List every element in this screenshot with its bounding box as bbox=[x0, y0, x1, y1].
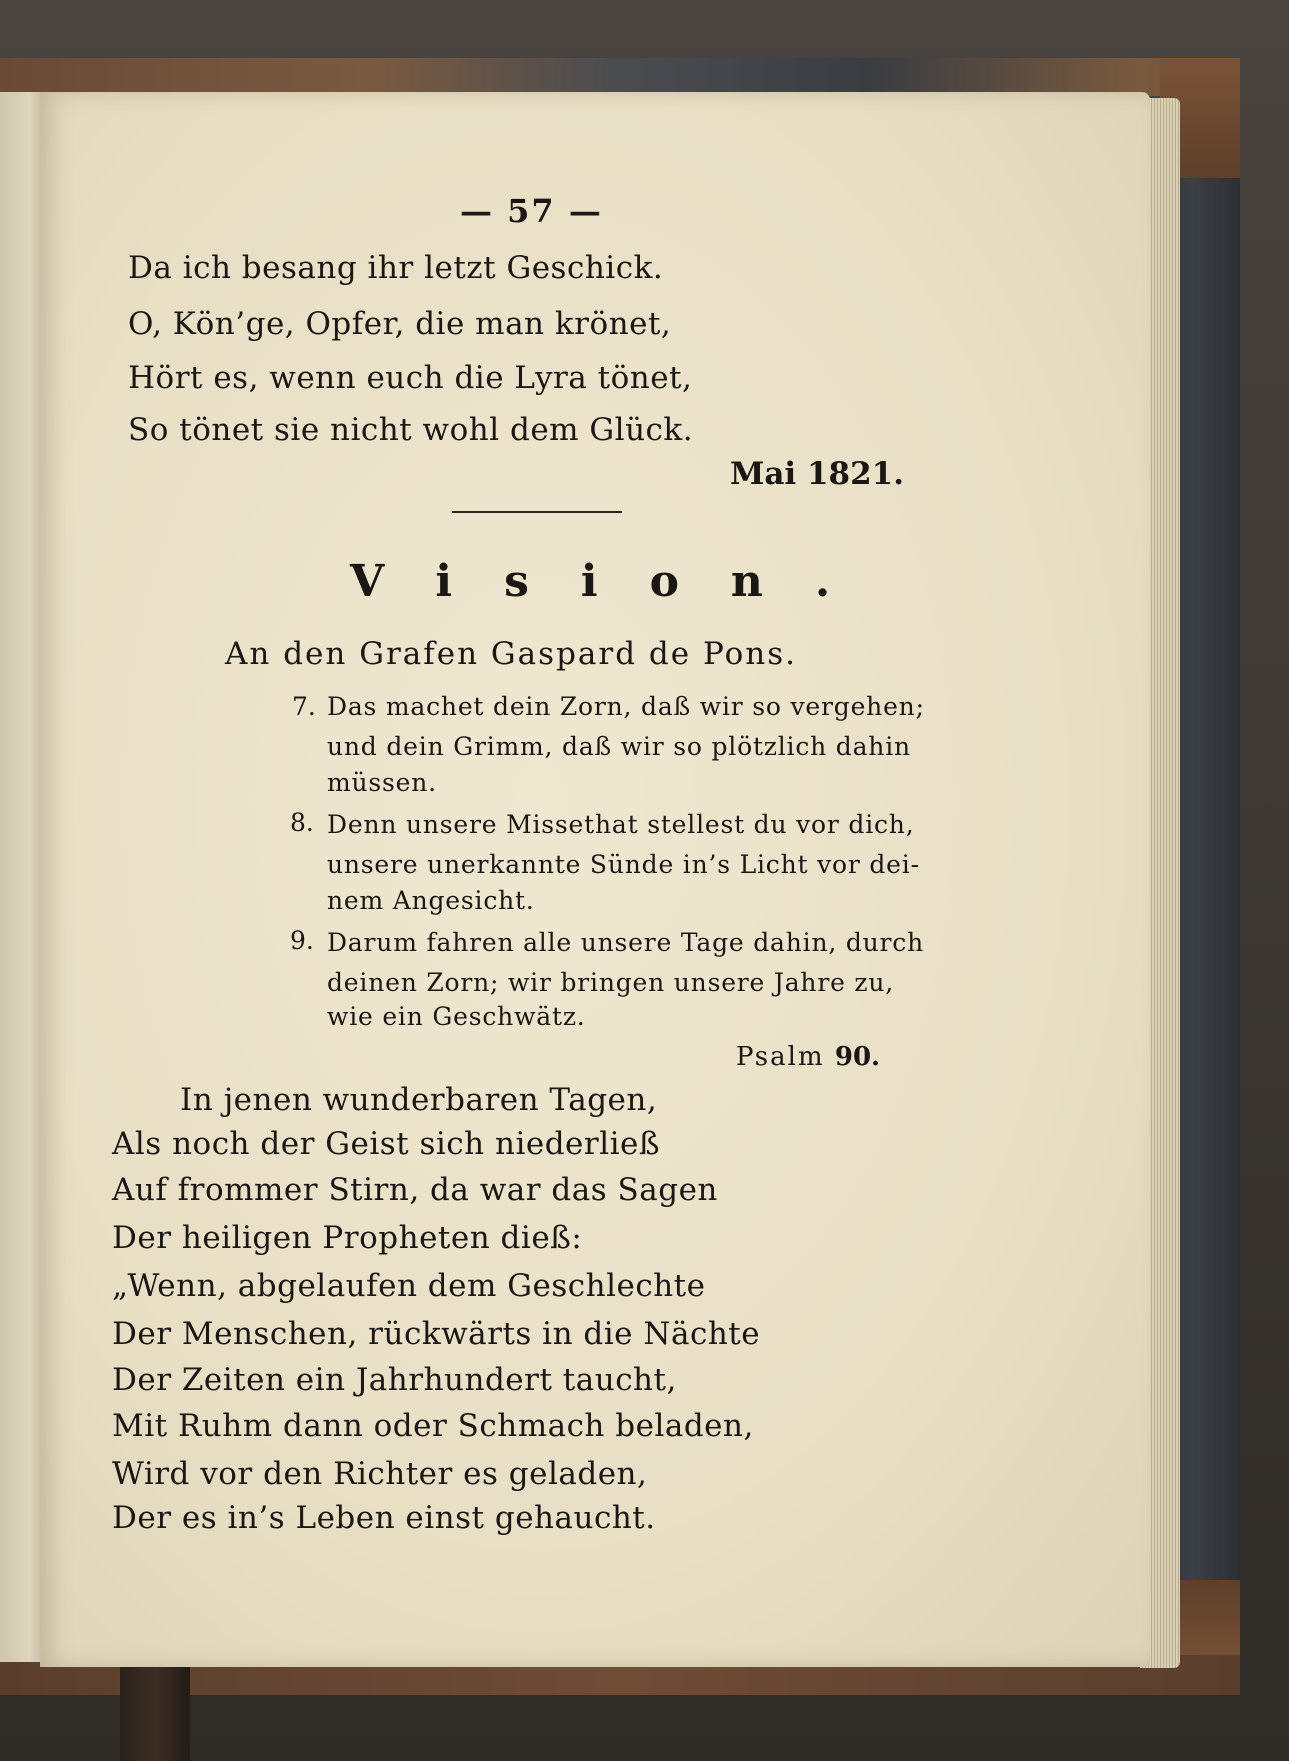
verse-line: Der Zeiten ein Jahrhundert taucht, bbox=[112, 1362, 677, 1398]
verse-line: Der Menschen, rückwärts in die Nächte bbox=[112, 1316, 761, 1352]
motto-line: Darum fahren alle unsere Tage dahin, durch bbox=[327, 928, 925, 957]
book-cover-top-edge bbox=[0, 58, 1240, 96]
verse-line: O, Kön’ge, Opfer, die man krönet, bbox=[128, 306, 672, 342]
verse-line: „Wenn, abgelaufen dem Geschlechte bbox=[112, 1268, 706, 1304]
verse-number: 7. bbox=[292, 692, 316, 721]
verse-number: 9. bbox=[290, 926, 314, 955]
motto-line: wie ein Geschwätz. bbox=[327, 1002, 586, 1031]
motto-line: müssen. bbox=[327, 768, 437, 797]
motto-line: deinen Zorn; wir bringen unsere Jahre zu, bbox=[327, 968, 895, 997]
motto-line: unsere unerkannte Sünde in’s Licht vor dei- bbox=[327, 850, 920, 879]
poem-title: Vision. bbox=[350, 556, 883, 607]
motto-line: Denn unsere Missethat stellest du vor dich, bbox=[327, 810, 915, 839]
poem-date: Mai 1821. bbox=[730, 456, 905, 492]
section-divider bbox=[452, 511, 622, 513]
verse-line: Wird vor den Richter es geladen, bbox=[112, 1456, 648, 1492]
verse-line: Hört es, wenn euch die Lyra tönet, bbox=[128, 360, 693, 396]
verse-line: In jenen wunderbaren Tagen, bbox=[180, 1082, 658, 1118]
previous-page-edge bbox=[0, 92, 42, 1662]
bookmark-ribbon bbox=[120, 1660, 190, 1761]
verse-line: Der heiligen Propheten dieß: bbox=[112, 1220, 583, 1256]
verse-line: Auf frommer Stirn, da war das Sagen bbox=[112, 1172, 718, 1208]
motto-line: und dein Grimm, daß wir so plötzlich dahin bbox=[327, 732, 911, 761]
psalm-number: 90. bbox=[834, 1042, 881, 1072]
verse-line: Als noch der Geist sich niederließ bbox=[112, 1126, 661, 1162]
verse-number: 8. bbox=[290, 808, 314, 837]
verse-line: Mit Ruhm dann oder Schmach beladen, bbox=[112, 1408, 754, 1444]
poem-dedication: An den Grafen Gaspard de Pons. bbox=[225, 636, 797, 672]
psalm-reference bbox=[736, 1042, 880, 1072]
verse-line: So tönet sie nicht wohl dem Glück. bbox=[128, 412, 694, 448]
psalm-label: Psalm bbox=[736, 1042, 825, 1072]
verse-line: Der es in’s Leben einst gehaucht. bbox=[112, 1500, 656, 1536]
verse-line: Da ich besang ihr letzt Geschick. bbox=[128, 250, 664, 286]
motto-line: nem Angesicht. bbox=[327, 886, 535, 915]
motto-line: Das machet dein Zorn, daß wir so vergehen; bbox=[327, 692, 925, 721]
page-number: — 57 — bbox=[460, 192, 603, 230]
